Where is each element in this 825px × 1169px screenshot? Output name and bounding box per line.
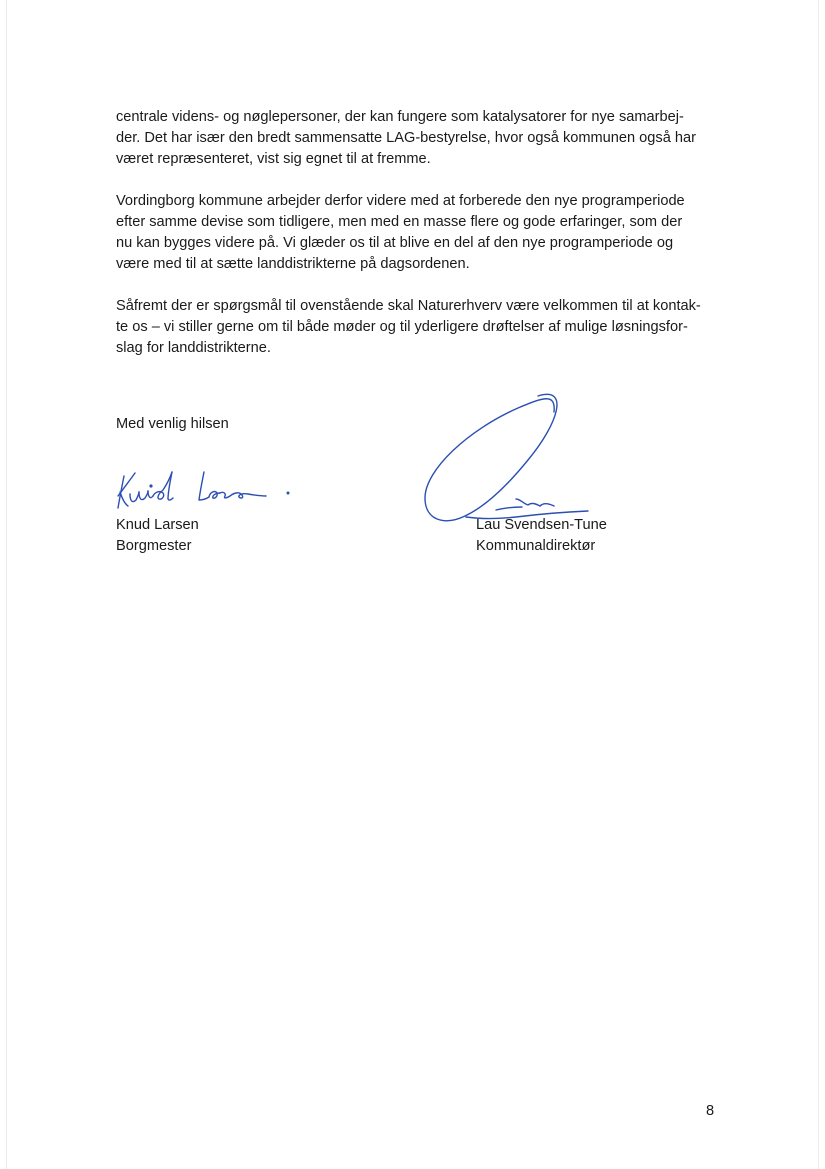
signatory-right bbox=[476, 515, 607, 557]
scan-edge-left bbox=[6, 0, 7, 1169]
signatory-left bbox=[116, 515, 199, 557]
signatory-name: Knud Larsen bbox=[116, 517, 199, 533]
page-number: 8 bbox=[706, 1103, 715, 1119]
text-line: Vordingborg kommune arbejder derfor videre med at forberede den nye programperiode bbox=[116, 193, 685, 209]
text-line: Såfremt der er spørgsmål til ovenstående skal Naturerhverv være velkommen til at kontak- bbox=[116, 298, 701, 314]
paragraph-1 bbox=[116, 107, 728, 170]
signatory-title: Kommunaldirektør bbox=[476, 538, 596, 554]
signatory-name: Lau Svendsen-Tune bbox=[476, 517, 607, 533]
signatory-title: Borgmester bbox=[116, 538, 192, 554]
signature-knud-larsen bbox=[108, 462, 308, 512]
signature-lau-svendsen-tune bbox=[420, 386, 620, 536]
paragraph-2 bbox=[116, 191, 728, 275]
letter-body bbox=[116, 107, 728, 380]
scan-edge-right bbox=[818, 0, 819, 1169]
text-line: centrale videns- og nøglepersoner, der kan fungere som katalysatorer for nye samarbej- bbox=[116, 109, 684, 125]
text-line: været repræsenteret, vist sig egnet til at fremme. bbox=[116, 151, 431, 167]
text-line: te os – vi stiller gerne om til både møder og til yderligere drøftelser af mulige løsningsfor- bbox=[116, 319, 688, 335]
text-line: nu kan bygges videre på. Vi glæder os til at blive en del af den nye programperiode og bbox=[116, 235, 674, 251]
text-line: efter samme devise som tidligere, men med en masse flere og gode erfaringer, som der bbox=[116, 214, 683, 230]
text-line: der. Det har især den bredt sammensatte LAG-bestyrelse, hvor også kommunen også har bbox=[116, 130, 696, 146]
paragraph-3 bbox=[116, 296, 728, 359]
closing-salutation: Med venlig hilsen bbox=[116, 416, 229, 432]
text-line: slag for landdistrikterne. bbox=[116, 340, 271, 356]
text-line: være med til at sætte landdistrikterne på dagsordenen. bbox=[116, 256, 470, 272]
